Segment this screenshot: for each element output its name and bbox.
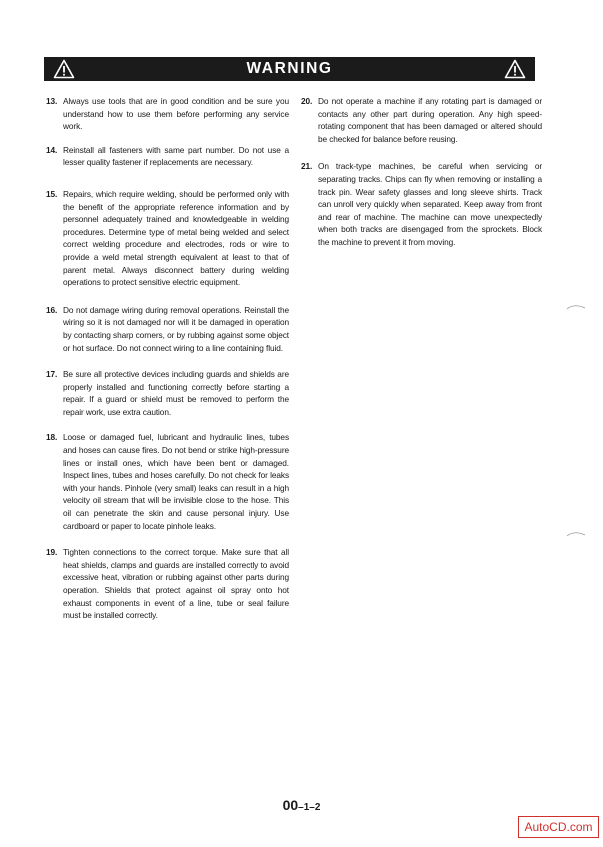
page-number-main: 00: [282, 797, 299, 813]
item-number: 20.: [301, 96, 313, 106]
warning-banner: [44, 57, 535, 81]
warning-triangle-icon: [504, 59, 526, 79]
page-number-sub: –1–2: [298, 802, 321, 813]
item-text: Do not operate a machine if any rotating part is damaged or contacts any other part during operation. Any high speed-rotating component that has been damaged or altered should be checked for balance before reusing.: [318, 96, 542, 144]
warning-item-21: [302, 160, 542, 248]
warning-title: WARNING: [246, 60, 333, 77]
scan-artifact-mark: [566, 303, 586, 311]
warning-item-13: [47, 95, 289, 133]
warning-item-17: [47, 368, 289, 418]
item-number: 14.: [46, 144, 58, 155]
right-column: [302, 95, 542, 249]
scan-artifact-mark: [566, 530, 586, 538]
warning-item-15: [47, 188, 289, 289]
item-number: 16.: [46, 304, 58, 315]
item-text: Be sure all protective devices including guards and shields are properly installed and functioning correctly before starting a repair. If a guard or shield must be removed to perform the repair work, use extra caution.: [63, 369, 289, 417]
item-text: Tighten connections to the correct torque. Make sure that all heat shields, clamps and guards are installed correctly to avoid excessive heat, vibration or rubbing against other parts during operation. Shields that protect against oil spray onto hot exhaust components in event of a line, tube or seal failure must be installed correctly.: [63, 547, 289, 621]
item-number: 19.: [46, 547, 58, 558]
warning-item-18: [47, 431, 289, 532]
left-column: [47, 95, 289, 622]
page-number: [0, 797, 603, 813]
warning-item-14: [47, 144, 289, 169]
item-text: On track-type machines, be careful when servicing or separating tracks. Chips can fly when removing or installing a track pin. Wear safety glasses and long sleeve shirts. Track can unroll very quickly when separated. Keep away from front and rear of machine. The machine can move unexpectedly when both tracks are disengaged from the sprockets. Block the machine to prevent it from moving.: [318, 161, 542, 247]
item-text: Loose or damaged fuel, lubricant and hydraulic lines, tubes and hoses can cause fires. Do not bend or strike high-pressure lines or install ones, which have been bent or damaged. Inspect lines, tubes and hoses carefully. Do not check for leaks with your hands. Pinhole (very small) leaks can result in a high velocity oil stream that will be invisible close to the hose. This oil can penetrate the skin and cause personal injury. Use cardboard or paper to locate pinhole leaks.: [63, 432, 289, 531]
item-number: 15.: [46, 188, 58, 199]
warning-item-20: [302, 95, 542, 145]
watermark-text: AutoCD.com: [524, 820, 593, 834]
item-number: 13.: [46, 96, 58, 106]
item-text: Reinstall all fasteners with same part number. Do not use a lesser quality fastener if replacements are necessary.: [63, 144, 289, 168]
item-number: 18.: [46, 432, 58, 443]
warning-item-16: [47, 304, 289, 354]
item-text: Do not damage wiring during removal operations. Reinstall the wiring so it is not damaged nor will it be damaged in operation by contacting sharp corners, or by rubbing against some object or hot surface. Do not connect wiring to a line containing fluid.: [63, 304, 289, 353]
item-text: Repairs, which require welding, should be performed only with the benefit of the appropriate reference information and by personnel adequately trained and knowledgeable in welding procedures. Determine type of metal being welded and select correct welding procedure and electrodes, rods or wire to provide a weld metal strength equivalent at least to that of parent metal. Always disconnect battery during welding operations to protect sensitive electric equipment.: [63, 188, 289, 288]
item-number: 17.: [46, 369, 58, 380]
item-number: 21.: [301, 161, 313, 172]
warning-item-19: [47, 546, 289, 622]
watermark-badge: [518, 816, 599, 838]
item-text: Always use tools that are in good condition and be sure you understand how to use them before performing any service work.: [63, 96, 289, 132]
